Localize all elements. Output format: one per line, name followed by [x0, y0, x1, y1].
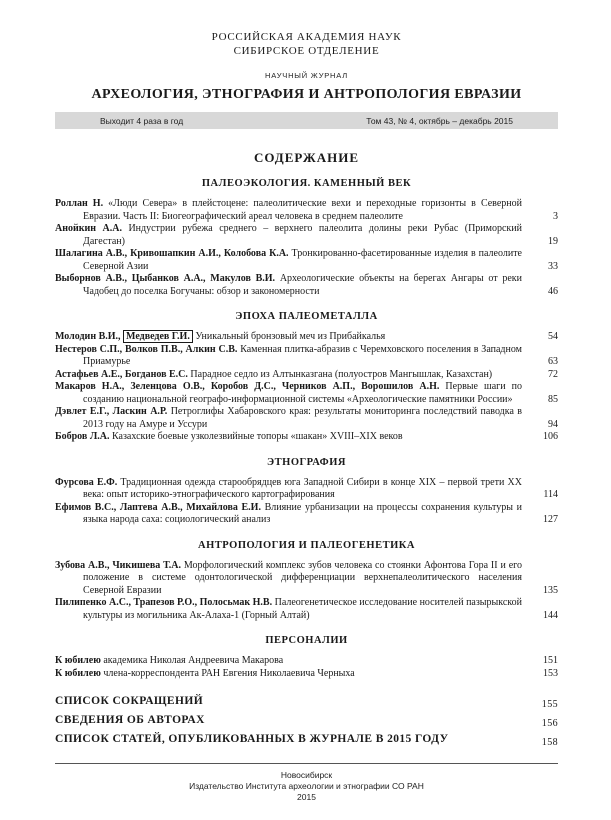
- entry-authors: Ефимов В.С., Лаптева А.В., Михайлова Е.И.: [55, 501, 261, 513]
- toc-entry: [55, 381, 558, 406]
- section-heading: ЭПОХА ПАЛЕОМЕТАЛЛА: [235, 311, 378, 322]
- entry-authors: Молодин В.И.,: [55, 331, 124, 342]
- backmatter-item: [55, 730, 558, 749]
- backmatter-item: [55, 692, 558, 711]
- entry-page-number: 85: [548, 393, 558, 405]
- entry-title: Парадное седло из Алтынказгана (полуостров Мангышлак, Казахстан): [187, 368, 493, 380]
- toc-entry: [55, 502, 558, 527]
- toc-entry: [55, 406, 558, 431]
- footer-rule: [55, 763, 558, 764]
- toc-section: [55, 539, 558, 623]
- toc-section: [55, 456, 558, 527]
- entry-text: [55, 560, 522, 598]
- entry-authors: Выборнов А.В., Цыбанков А.А., Макулов В.И.: [55, 273, 276, 284]
- contents-sections: [55, 177, 558, 680]
- toc-entry: [55, 477, 558, 502]
- toc-section: [55, 310, 558, 444]
- toc-entry: [55, 597, 558, 622]
- backmatter-list: [55, 692, 558, 749]
- entry-authors: К юбилею: [55, 655, 101, 666]
- imprint-publisher: Издательство Института археологии и этнографии СО РАН: [189, 781, 424, 791]
- toc-entry: [55, 248, 558, 273]
- entry-authors: Зубова А.В., Чикишева Т.А.: [55, 559, 182, 571]
- entry-authors-mourning-box: Медведев Г.И.: [123, 330, 193, 343]
- entry-page-number: 106: [543, 431, 558, 442]
- entry-page-number: 151: [543, 655, 558, 666]
- frequency-label: Выходит 4 раза в год: [100, 115, 184, 126]
- entry-title: «Люди Севера» в плейстоцене: палеолитические вехи и переходные горизонты в Северной Евразии. Часть II: Биогеографический ареал человека в среднем палеолите: [83, 198, 522, 222]
- entry-authors: Анойкин А.А.: [55, 223, 122, 234]
- entry-page-number: 135: [543, 584, 558, 596]
- entry-authors: Пилипенко А.С., Трапезов Р.О., Полосьмак Н.В.: [55, 597, 273, 608]
- entry-text: [55, 248, 522, 273]
- section-heading: ПЕРСОНАЛИИ: [265, 635, 348, 646]
- backmatter-item: [55, 711, 558, 730]
- entry-page-number: 153: [543, 667, 558, 679]
- entry-title: академика Николая Андреевича Макарова: [100, 655, 284, 666]
- entry-page-number: 127: [543, 514, 558, 525]
- entry-authors: Астафьев А.Е., Богданов Е.С.: [55, 368, 188, 380]
- toc-entry: [55, 431, 558, 444]
- toc-entry: [55, 331, 558, 344]
- entry-title: Тронкированно-фасетированные изделия в палеолите Северной Азии: [83, 248, 522, 272]
- backmatter-label: СПИСОК СОКРАЩЕНИЙ: [55, 695, 204, 707]
- entry-title: Индустрии рубежа среднего – верхнего палеолита долины реки Рубас (Приморский Дагестан): [83, 223, 522, 247]
- entry-authors: Шалагина А.В., Кривошапкин А.И., Колобова К.А.: [55, 248, 289, 259]
- entry-text: [55, 223, 522, 248]
- academy-name: РОССИЙСКАЯ АКАДЕМИЯ НАУК: [211, 31, 402, 43]
- section-heading: ЭТНОГРАФИЯ: [267, 456, 346, 468]
- entry-authors: Дэвлет Е.Г., Ласкин А.Р.: [55, 406, 168, 417]
- entry-authors: Фурсова Е.Ф.: [55, 476, 118, 488]
- entry-title: члена-корреспондента РАН Евгения Николаевича Черныха: [100, 667, 355, 679]
- backmatter-page-number: 155: [541, 698, 558, 710]
- entry-text: [55, 406, 522, 431]
- entry-text: [55, 477, 522, 502]
- entry-text: [55, 431, 522, 444]
- entry-title: Влияние урбанизации на процессы сохранения культуры и языка народа саха: социологический анализ: [83, 501, 522, 525]
- contents-title: СОДЕРЖАНИЕ: [253, 150, 360, 165]
- entry-title: Петроглифы Хабаровского края: результаты мониторинга последствий паводка в 2013 году на Амуре и Уссури: [83, 406, 523, 430]
- entry-text: [55, 502, 522, 527]
- entry-title: Палеогенетическое исследование носителей пазырыкской культуры из могильника Ак-Алаха-1 (Горный Алтай): [83, 597, 522, 621]
- toc-entry: [55, 344, 558, 369]
- entry-text: [55, 273, 522, 298]
- imprint-year: 2015: [297, 792, 316, 802]
- entry-authors: Бобров Л.А.: [55, 431, 110, 442]
- entry-title: Археологические объекты на берегах Ангары от реки Чадобец до поселка Богучаны: обзор и закономерности: [83, 273, 522, 297]
- entry-text: [55, 381, 522, 406]
- toc-entry: [55, 198, 558, 223]
- imprint-city: Новосибирск: [280, 770, 333, 780]
- entry-page-number: 54: [548, 331, 558, 342]
- section-heading: АНТРОПОЛОГИЯ И ПАЛЕОГЕНЕТИКА: [198, 539, 415, 551]
- entry-title: Морфологический комплекс зубов человека со стоянки Афонтова Гора II и его положение в системе одонтологической дифференциации верхнепалеолитического населения Северной Евразии: [83, 559, 522, 596]
- toc-entry: [55, 273, 558, 298]
- entry-page-number: 114: [543, 489, 558, 500]
- entry-text: [55, 655, 522, 668]
- toc-entry: [55, 560, 558, 598]
- entry-page-number: 19: [548, 235, 558, 247]
- entry-page-number: 72: [548, 368, 558, 380]
- entry-page-number: 46: [548, 285, 558, 297]
- entry-title: Первые шаги по созданию национальной географо-информационной системы «Археологические памятники России»: [83, 381, 523, 405]
- entry-title: Традиционная одежда старообрядцев юга Западной Сибири в конце XIX – первой трети XX века: опыт историко-этнографического картографирования: [83, 476, 522, 500]
- entry-title: Каменная плитка-абразив с Черемховского поселения в Западном Приамурье: [83, 343, 522, 367]
- toc-section: [55, 634, 558, 680]
- entry-page-number: 94: [548, 418, 558, 430]
- branch-name: СИБИРСКОЕ ОТДЕЛЕНИЕ: [233, 45, 380, 57]
- entry-authors: К юбилею: [55, 667, 101, 679]
- backmatter-page-number: 158: [541, 736, 558, 748]
- entry-page-number: 144: [543, 609, 558, 621]
- toc-entry: [55, 655, 558, 668]
- entry-authors: Нестеров С.П., Волков П.В., Алкин С.В.: [55, 343, 238, 355]
- backmatter-label: СВЕДЕНИЯ ОБ АВТОРАХ: [55, 714, 205, 726]
- entry-text: [55, 668, 522, 681]
- entry-authors: Роллан Н.: [55, 198, 104, 209]
- journal-type-label: НАУЧНЫЙ ЖУРНАЛ: [265, 71, 348, 80]
- entry-page-number: 33: [548, 260, 558, 272]
- entry-text: [55, 198, 522, 223]
- backmatter-page-number: 156: [541, 717, 558, 729]
- section-heading: ПАЛЕОЭКОЛОГИЯ. КАМЕННЫЙ ВЕК: [201, 178, 412, 189]
- entry-text: [55, 331, 522, 344]
- entry-title: Казахские боевые узколезвийные топоры «шакан» XVIII–XIX веков: [109, 431, 403, 442]
- journal-title: АРХЕОЛОГИЯ, ЭТНОГРАФИЯ И АНТРОПОЛОГИЯ ЕВРАЗИИ: [91, 87, 522, 102]
- entry-text: [55, 369, 522, 382]
- toc-entry: [55, 668, 558, 681]
- entry-page-number: 3: [553, 210, 558, 222]
- entry-authors: Макаров Н.А., Зеленцова О.В., Коробов Д.С., Черников А.П., Ворошилов А.Н.: [55, 381, 440, 392]
- issue-info: Том 43, № 4, октябрь – декабрь 2015: [366, 115, 513, 126]
- toc-entry: [55, 369, 558, 382]
- imprint: [55, 763, 558, 803]
- entry-page-number: 63: [548, 356, 558, 367]
- backmatter-label: СПИСОК СТАТЕЙ, ОПУБЛИКОВАННЫХ В ЖУРНАЛЕ В 2015 ГОДУ: [55, 733, 449, 745]
- entry-text: [55, 344, 522, 369]
- toc-section: [55, 177, 558, 298]
- journal-header: [55, 30, 558, 129]
- issue-bar: [55, 112, 558, 129]
- toc-entry: [55, 223, 558, 248]
- entry-title: Уникальный бронзовый меч из Прибайкалья: [192, 331, 386, 342]
- entry-text: [55, 597, 522, 622]
